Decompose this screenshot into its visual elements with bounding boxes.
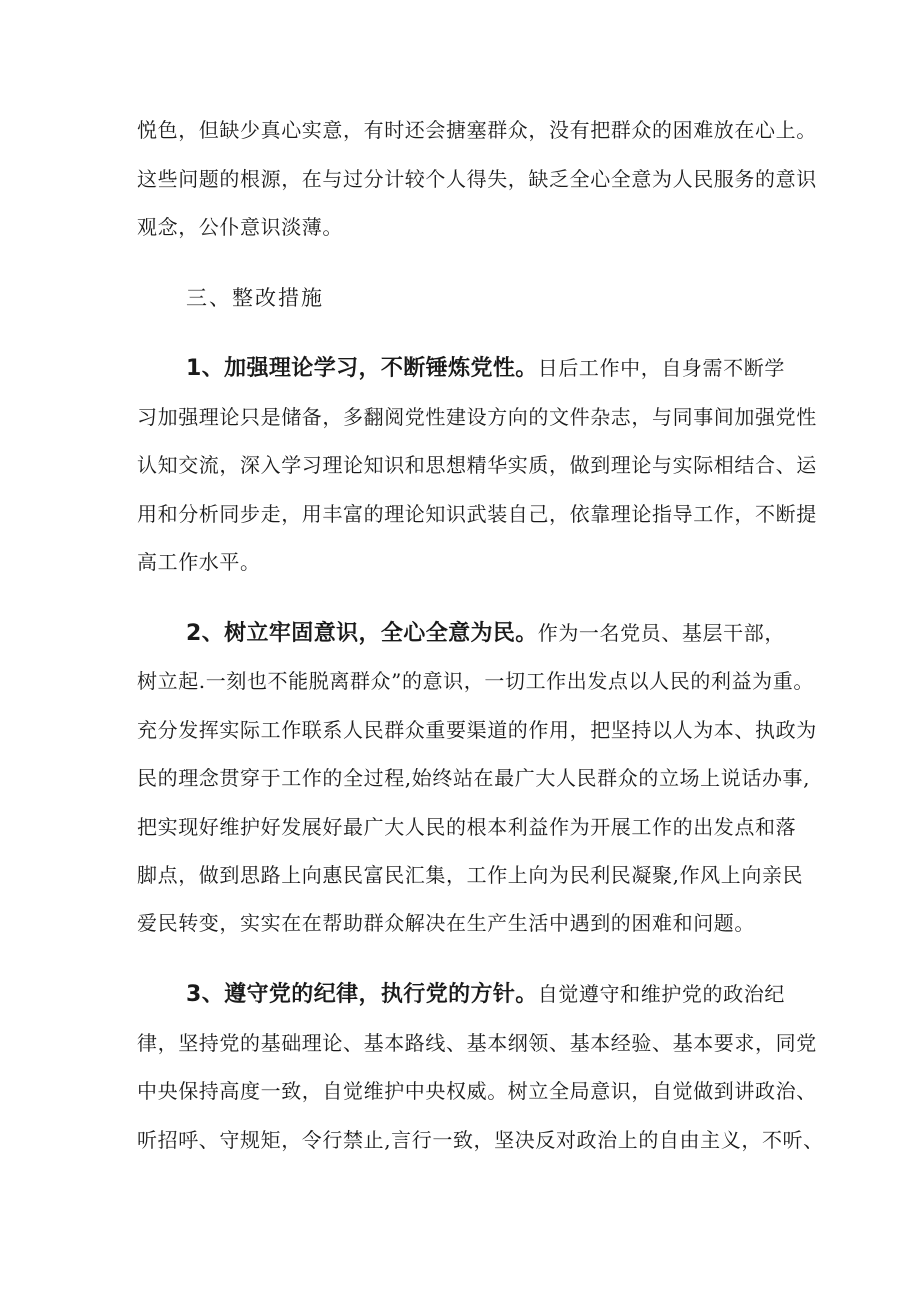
intro-line-3: 观念，公仆意识淡薄。 [137,215,343,239]
item-2-line: 树立起.一刻也不能脱离群众”的意识，一切工作出发点以人民的利益为重。 [137,669,814,693]
item-2-line: 爱民转变，实实在在帮助群众解决在生产生活中遇到的困难和问题。 [137,911,755,935]
item-3-first-rest: 自觉遵守和维护党的政治纪 [537,982,785,1006]
item-1-line: 用和分析同步走，用丰富的理论知识武装自己，依靠理论指导工作，不断提 [137,502,817,526]
item-1-line: 认知交流，深入学习理论知识和思想精华实质，做到理论与实际相结合、运 [137,453,817,477]
item-3-lead: 3、遵守党的纪律，执行党的方针。 [186,982,538,1007]
item-1-first-line [186,356,785,380]
item-2-line: 脚点，做到思路上向惠民富民汇集，工作上向为民利民凝聚,作风上向亲民 [137,863,804,887]
item-2-first-line [186,621,785,645]
item-3-first-line [186,982,785,1006]
item-1-first-rest: 日后工作中，自身需不断学 [537,356,785,380]
item-2-line: 把实现好维护好发展好最广大人民的根本利益作为开展工作的出发点和落 [137,815,797,839]
item-2-first-rest: 作为一名党员、基层干部， [537,621,785,645]
item-2-line: 民的理念贯穿于工作的全过程,始终站在最广大人民群众的立场上说话办事, [137,766,811,790]
item-3-line: 听招呼、守规矩，令行禁止,言行一致，坚决反对政治上的自由主义，不听、 [137,1128,824,1152]
section-heading: 三、整改措施 [186,286,324,310]
item-1-line: 高工作水平。 [137,550,261,574]
intro-line-2: 这些问题的根源，在与过分计较个人得失，缺乏全心全意为人民服务的意识 [137,167,817,191]
item-2-line: 充分发挥实际工作联系人民群众重要渠道的作用，把坚持以人为本、执政为 [137,718,817,742]
intro-line-1: 悦色，但缺少真心实意，有时还会搪塞群众，没有把群众的困难放在心上。 [137,118,817,142]
item-2-lead: 2、树立牢固意识，全心全意为民。 [186,621,538,646]
item-1-line: 习加强理论只是储备，多翻阅党性建设方向的文件杂志，与同事间加强党性 [137,405,817,429]
item-1-lead: 1、加强理论学习，不断锤炼党性。 [186,356,538,381]
item-3-line: 律，坚持党的基础理论、基本路线、基本纲领、基本经验、基本要求，同党 [137,1031,817,1055]
item-3-line: 中央保持高度一致，自觉维护中央权威。树立全局意识，自觉做到讲政治、 [137,1079,817,1103]
